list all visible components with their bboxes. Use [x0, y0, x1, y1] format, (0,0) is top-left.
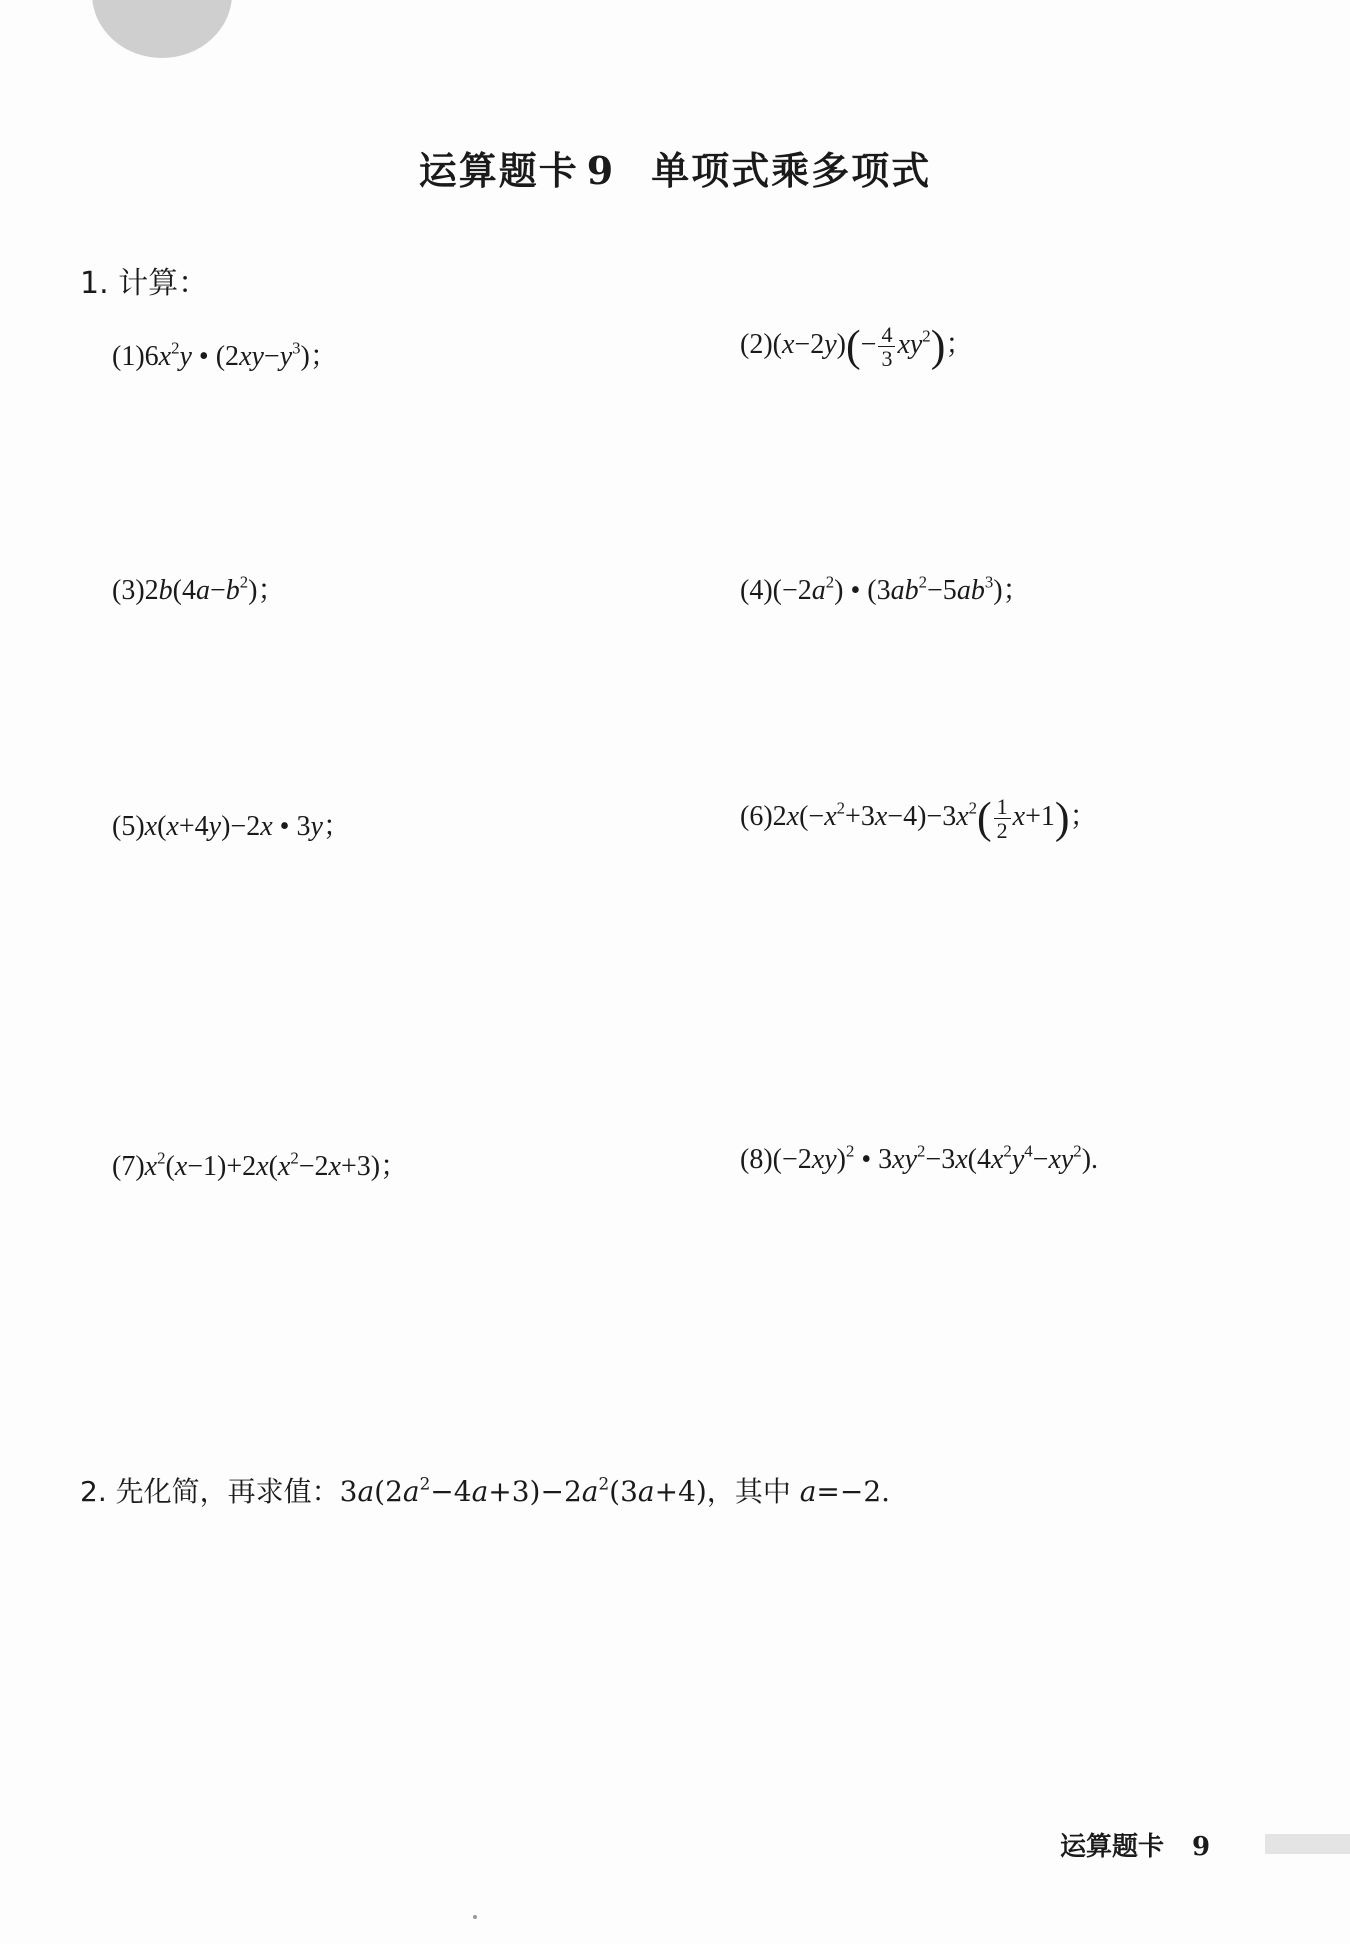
problem-4: $(4)(-2a^2)$ • $(3ab^2-5ab^3)$；: [740, 572, 1031, 606]
problem-1: $(1)6x^2y$ • $(2xy-y^3)$；: [112, 338, 338, 372]
problem-7: $(7)x^2(x-1)+2x(x^2-2x+3)$；: [112, 1148, 409, 1182]
corner-decoration: [92, 0, 232, 58]
problem-6: $(6)2x(-x^2+3x-4)-3x^2$( $\frac{1}{2}$ x+1)；: [740, 793, 1098, 844]
footer-label: 运算题卡: [1060, 1832, 1165, 1862]
problem-3: $(3)2b(4a-b^2)$；: [112, 572, 286, 606]
title-number: 9: [586, 148, 616, 193]
title-main: 运算题卡: [418, 148, 579, 193]
title-subtitle: 单项式乘多项式: [651, 148, 932, 193]
question-1-heading: 1. 计算：: [80, 266, 209, 301]
fraction: $\frac{4}{3}$: [878, 323, 895, 370]
page-number: 9: [1192, 1832, 1211, 1862]
footer-bar: [1265, 1834, 1350, 1854]
problem-5: (5)x(x+4y)−2x • 3y；: [112, 811, 351, 842]
page-title: [0, 140, 1350, 195]
page-footer: [1060, 1826, 1210, 1863]
question-2: 2. 先化简，再求值：$3a(2a^2-4a+3)-2a^2(3a+4)$，其中 a=−2.: [80, 1473, 891, 1508]
problem-8: $(8)(-2xy)^2$ • $3xy^2-3x(4x^2y^4-xy^2)$.: [740, 1141, 1099, 1175]
fraction: $\frac{1}{2}$: [994, 795, 1011, 842]
problem-2: (2)(x−2y)(− $\frac{4}{3}$ $xy^2$)；: [740, 321, 974, 372]
print-dot: [473, 1915, 477, 1919]
